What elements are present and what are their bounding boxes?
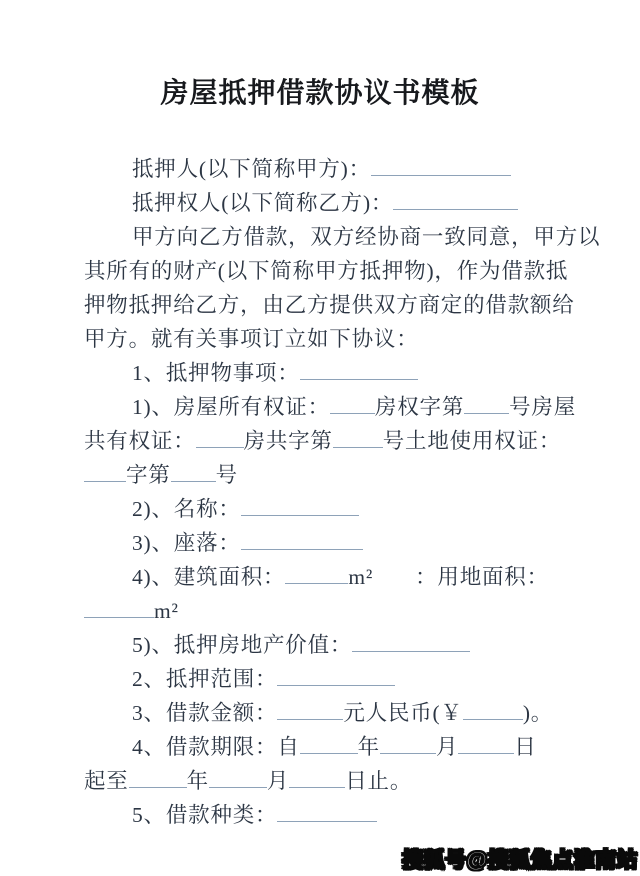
text-run: 号土地使用权证： xyxy=(382,429,562,453)
document-body xyxy=(84,152,601,832)
text-run: 元人民币(￥ xyxy=(343,701,463,725)
text-run: 3)、座落： xyxy=(132,531,241,555)
text-run: 抵押人(以下简称甲方)： xyxy=(132,157,371,181)
text-run: 日止。 xyxy=(345,769,413,793)
text-run: ：用地面积： xyxy=(415,565,549,589)
text-run: 抵押权人(以下简称乙方)： xyxy=(132,191,394,215)
document-line xyxy=(84,628,574,662)
page-title: 房屋抵押借款协议书模板 xyxy=(160,77,480,108)
blank-underline xyxy=(300,733,358,754)
text-run: 甲方。就有关事项订立如下协议： xyxy=(84,327,419,351)
text-run: 月 xyxy=(266,769,290,793)
text-run: 2、抵押范围： xyxy=(132,667,278,691)
blank-underline xyxy=(196,427,244,448)
text-run: 字第 xyxy=(126,463,171,487)
blank-underline xyxy=(464,393,509,414)
document-line xyxy=(84,730,574,764)
text-run: 日 xyxy=(514,735,537,759)
document-line xyxy=(84,560,574,594)
text-run: 起至 xyxy=(84,769,129,793)
document-line xyxy=(84,254,574,288)
document-line xyxy=(84,458,574,492)
blank-underline xyxy=(129,767,187,788)
blank-underline xyxy=(289,767,345,788)
text-run: 房共字第 xyxy=(243,429,333,453)
document-line xyxy=(84,152,574,186)
text-run: 房权字第 xyxy=(374,395,465,419)
text-run: 年 xyxy=(186,769,209,793)
text-run: 月 xyxy=(435,735,459,759)
blank-underline xyxy=(277,699,343,720)
blank-underline xyxy=(84,461,126,482)
blank-underline xyxy=(241,529,363,550)
document-line xyxy=(84,798,574,832)
watermark: 搜狐号@搜狐焦点淮南站 xyxy=(402,849,638,872)
text-run: 4、借款期限：自 xyxy=(132,735,300,759)
blank-underline xyxy=(241,495,359,516)
text-run: 押物抵押给乙方，由乙方提供双方商定的借款额给 xyxy=(84,293,575,317)
text-run: )。 xyxy=(522,701,554,725)
document-line xyxy=(84,220,601,254)
blank-underline xyxy=(171,461,216,482)
document-line xyxy=(84,186,574,220)
text-run: 1)、房屋所有权证： xyxy=(132,395,330,419)
blank-underline xyxy=(393,189,518,210)
text-run: 共有权证： xyxy=(84,429,196,453)
text-run: 1、抵押物事项： xyxy=(132,361,300,385)
text-run: 4)、建筑面积： xyxy=(132,565,286,589)
text-run: m² xyxy=(348,565,374,589)
blank-underline xyxy=(84,597,154,618)
text-run: 号 xyxy=(215,463,238,487)
document-line xyxy=(84,390,577,424)
blank-underline xyxy=(380,733,436,754)
blank-underline xyxy=(330,393,375,414)
document-line xyxy=(84,288,574,322)
text-run: 甲方向乙方借款，双方经协商一致同意，甲方以 xyxy=(132,225,601,249)
blank-underline xyxy=(371,155,511,176)
document-line xyxy=(84,526,574,560)
spacer xyxy=(373,583,415,584)
blank-underline xyxy=(333,427,383,448)
text-run: 年 xyxy=(357,735,380,759)
document-line xyxy=(84,662,574,696)
text-run: 5、借款种类： xyxy=(132,803,278,827)
document-line xyxy=(84,322,574,356)
blank-underline xyxy=(285,563,348,584)
blank-underline xyxy=(352,631,470,652)
text-run: 3、借款金额： xyxy=(132,701,278,725)
text-run: 其所有的财产(以下简称甲方抵押物)，作为借款抵 xyxy=(84,259,569,283)
document-line xyxy=(84,764,574,798)
blank-underline xyxy=(458,733,514,754)
document-line xyxy=(84,424,574,458)
blank-underline xyxy=(277,665,395,686)
text-run: 号房屋 xyxy=(509,395,577,419)
document-line xyxy=(84,594,574,628)
text-run: m² xyxy=(154,599,179,623)
document-line xyxy=(84,492,574,526)
text-run: 2)、名称： xyxy=(132,497,241,521)
blank-underline xyxy=(209,767,267,788)
blank-underline xyxy=(277,801,377,822)
document-line xyxy=(84,696,574,730)
blank-underline xyxy=(463,699,523,720)
document-line xyxy=(84,356,574,390)
text-run: 5)、抵押房地产价值： xyxy=(132,633,353,657)
blank-underline xyxy=(300,359,418,380)
